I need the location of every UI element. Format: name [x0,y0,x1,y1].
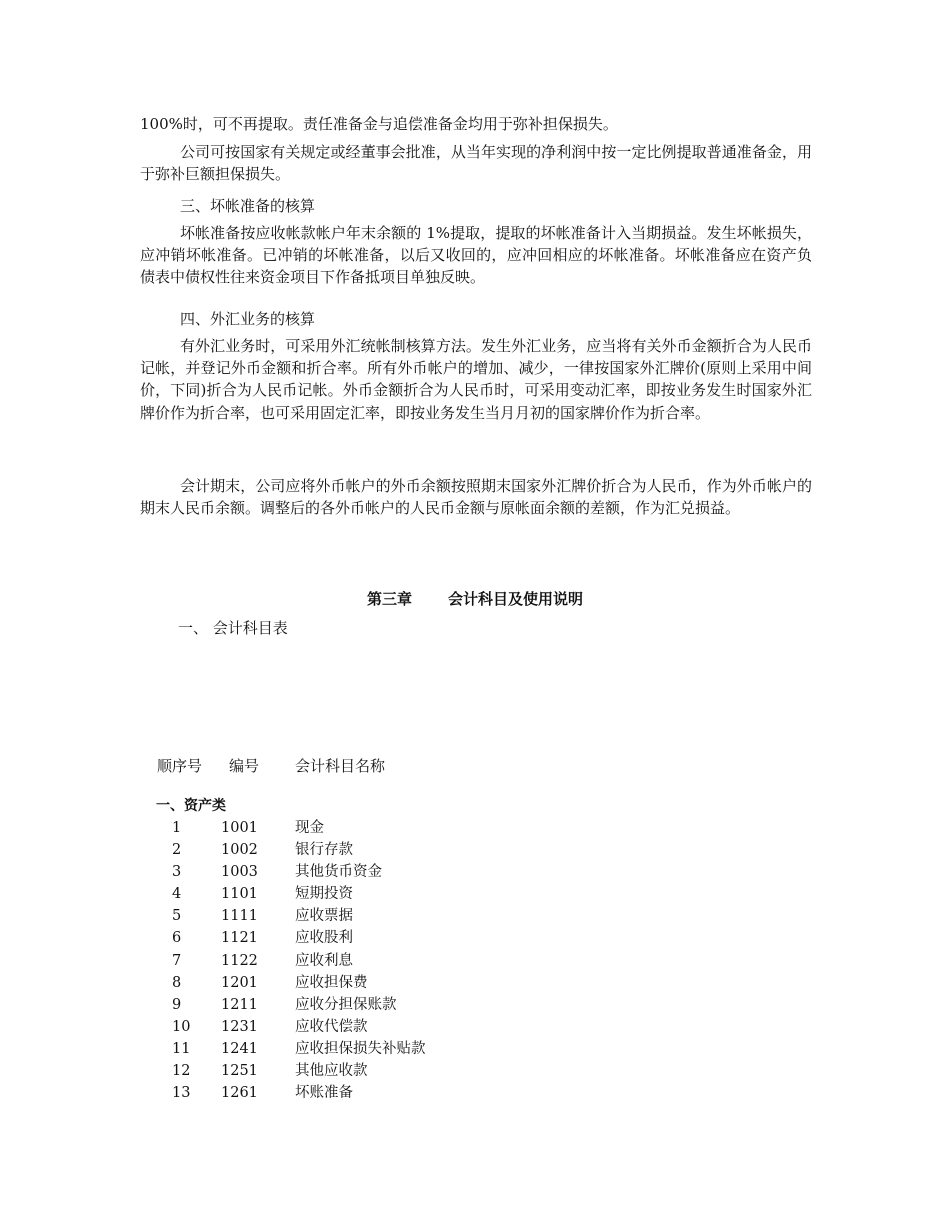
header-seq: 顺序号 [157,757,203,775]
row-name: 应收担保费 [295,974,368,991]
row-code: 1111 [221,908,258,925]
paragraph-reserve-limit: 100%时，可不再提取。责任准备金与追偿准备金均用于弥补担保损失。 [140,115,618,133]
row-seq: 9 [172,996,182,1013]
row-name: 坏账准备 [295,1085,353,1102]
heading-bad-debt: 三、坏帐准备的核算 [180,197,316,215]
category-assets: 一、资产类 [156,798,226,814]
row-seq: 4 [172,886,182,903]
row-seq: 6 [172,930,182,947]
row-seq: 2 [172,842,182,859]
row-seq: 8 [172,974,182,991]
row-seq: 1 [172,820,182,836]
header-code: 编号 [229,757,260,775]
paragraph-period-end: 会计期末，公司应将外币帐户的外币余额按照期末国家外汇牌价折合为人民币，作为外币帐户的期末人民币余额。调整后的各外币帐户的人民币金额与原帐面余额的差额，作为汇兑损益。 [140,477,812,518]
row-seq: 10 [172,1018,191,1035]
row-code: 1003 [221,864,258,881]
row-name: 应收股利 [295,930,353,947]
table-row [0,1082,950,1104]
row-code: 1251 [221,1063,258,1080]
row-name: 短期投资 [295,886,353,903]
row-name: 应收票据 [295,908,353,925]
row-seq: 12 [172,1063,191,1080]
row-name: 应收担保损失补贴款 [295,1040,426,1057]
row-name: 应收利息 [295,952,353,969]
row-code: 1211 [221,996,258,1013]
table-row [0,1060,950,1082]
row-name: 现金 [295,820,324,836]
row-seq: 5 [172,908,182,925]
account-list [0,817,950,1104]
table-row [0,972,950,994]
row-code: 1261 [221,1085,258,1102]
paragraph-general-reserve: 公司可按国家有关规定或经董事会批准，从当年实现的净利润中按一定比例提取普通准备金，用于弥补巨额担保损失。 [140,143,812,184]
header-name: 会计科目名称 [295,757,386,775]
row-code: 1231 [221,1018,258,1035]
table-header [0,755,950,777]
row-code: 1201 [221,974,258,991]
row-name: 其他货币资金 [295,864,382,881]
table-row [0,950,950,972]
row-code: 1122 [221,952,258,969]
row-seq: 7 [172,952,182,969]
table-row [0,817,950,839]
section-subheading: 一、 会计科目表 [178,619,288,637]
table-row [0,883,950,905]
table-row [0,1038,950,1060]
row-seq: 3 [172,864,182,881]
row-code: 1001 [221,820,258,836]
row-seq: 11 [172,1040,191,1057]
paragraph-foreign-exchange: 有外汇业务时，可采用外汇统帐制核算方法。发生外汇业务，应当将有关外币金额折合为人民币记帐，并登记外币金额和折合率。所有外币帐户的增加、减少，一律按国家外汇牌价(原则上采用中间价，下同)折合为人民币记帐。外币金额折合为人民币时，可采用变动汇率，即按业务发生时国家外汇牌价作为折合率，也可采用固定汇率，即按业务发生当月月初的国家牌价作为折合率。 [140,337,812,422]
row-name: 其他应收款 [295,1063,368,1080]
chapter-name: 会计科目及使用说明 [448,590,584,608]
table-row [0,927,950,949]
chapter-title [0,588,950,610]
heading-foreign-exchange: 四、外汇业务的核算 [180,310,316,328]
table-row [0,1016,950,1038]
table-row [0,994,950,1016]
table-row [0,839,950,861]
row-code: 1002 [221,842,258,859]
row-name: 银行存款 [295,842,353,859]
row-code: 1121 [221,930,258,947]
row-name: 应收代偿款 [295,1018,368,1035]
paragraph-bad-debt: 坏帐准备按应收帐款帐户年末余额的 1%提取，提取的坏帐准备计入当期损益。发生坏帐损失，应冲销坏帐准备。已冲销的坏帐准备，以后又收回的，应冲回相应的坏帐准备。坏帐准备应在资产负债表中债权性往来资金项目下作备抵项目单独反映。 [140,224,812,287]
table-row [0,861,950,883]
row-seq: 13 [172,1085,191,1102]
chapter-number: 第三章 [366,590,412,608]
row-name: 应收分担保账款 [295,996,397,1013]
row-code: 1101 [221,886,258,903]
table-row [0,905,950,927]
row-code: 1241 [221,1040,258,1057]
